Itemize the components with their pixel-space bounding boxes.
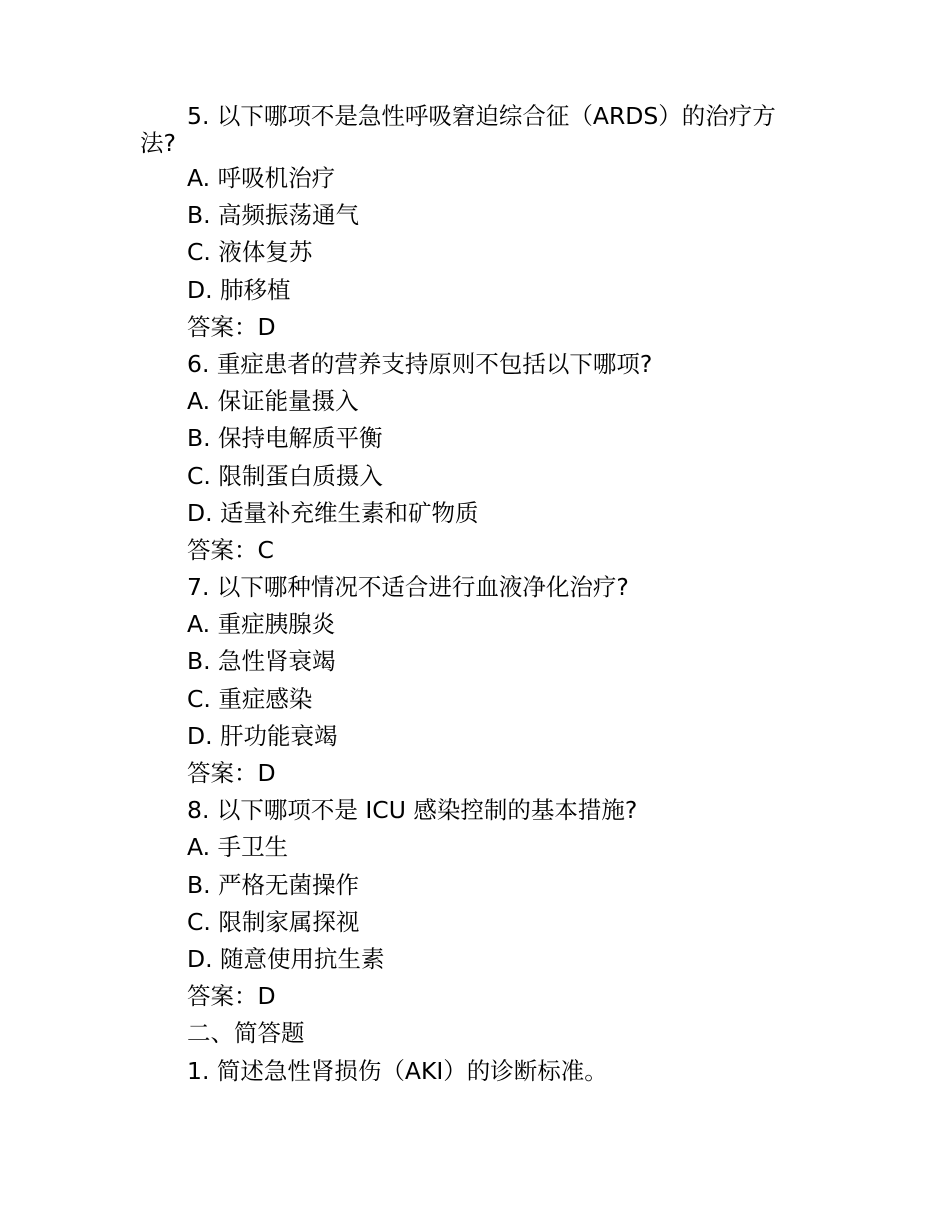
question-5-option-a: A. 呼吸机治疗 <box>187 164 336 192</box>
question-7-text: 7. 以下哪种情况不适合进行血液净化治疗? <box>187 573 629 602</box>
question-8-option-a: A. 手卫生 <box>187 833 289 862</box>
question-8-option-c: C. 限制家属探视 <box>187 907 360 936</box>
question-6-option-d: D. 适量补充维生素和矿物质 <box>187 498 479 527</box>
section-heading: 二、简答题 <box>187 1019 305 1048</box>
question-6-option-a: A. 保证能量摄入 <box>187 387 359 416</box>
question-6-option-c: C. 限制蛋白质摄入 <box>187 461 383 490</box>
question-5-text: 5. 以下哪项不是急性呼吸窘迫综合征（ARDS）的治疗方 <box>187 102 776 130</box>
question-6-text: 6. 重症患者的营养支持原则不包括以下哪项? <box>187 349 653 378</box>
question-6-option-b: B. 保持电解质平衡 <box>187 424 383 453</box>
question-7-answer: 答案：D <box>187 759 276 787</box>
question-5-option-c: C. 液体复苏 <box>187 238 313 267</box>
question-7-option-c: C. 重症感染 <box>187 684 313 713</box>
question-8-answer: 答案：D <box>187 982 276 1011</box>
question-7-option-b: B. 急性肾衰竭 <box>187 647 336 676</box>
question-6-answer: 答案：C <box>187 535 274 564</box>
short-answer-question-1: 1. 简述急性肾损伤（AKI）的诊断标准。 <box>187 1056 608 1085</box>
question-8-option-d: D. 随意使用抗生素 <box>187 944 385 973</box>
document-page <box>140 103 810 1090</box>
question-7-option-a: A. 重症胰腺炎 <box>187 610 336 639</box>
question-5-option-d: D. 肺移植 <box>187 275 291 304</box>
question-5-option-b: B. 高频振荡通气 <box>187 201 360 230</box>
question-8-option-b: B. 严格无菌操作 <box>187 870 360 899</box>
question-8-text: 8. 以下哪项不是 ICU 感染控制的基本措施? <box>187 796 638 825</box>
question-5-text-wrap: 法? <box>140 129 176 157</box>
question-7-option-d: D. 肝功能衰竭 <box>187 721 338 750</box>
question-5-answer: 答案：D <box>187 312 276 341</box>
